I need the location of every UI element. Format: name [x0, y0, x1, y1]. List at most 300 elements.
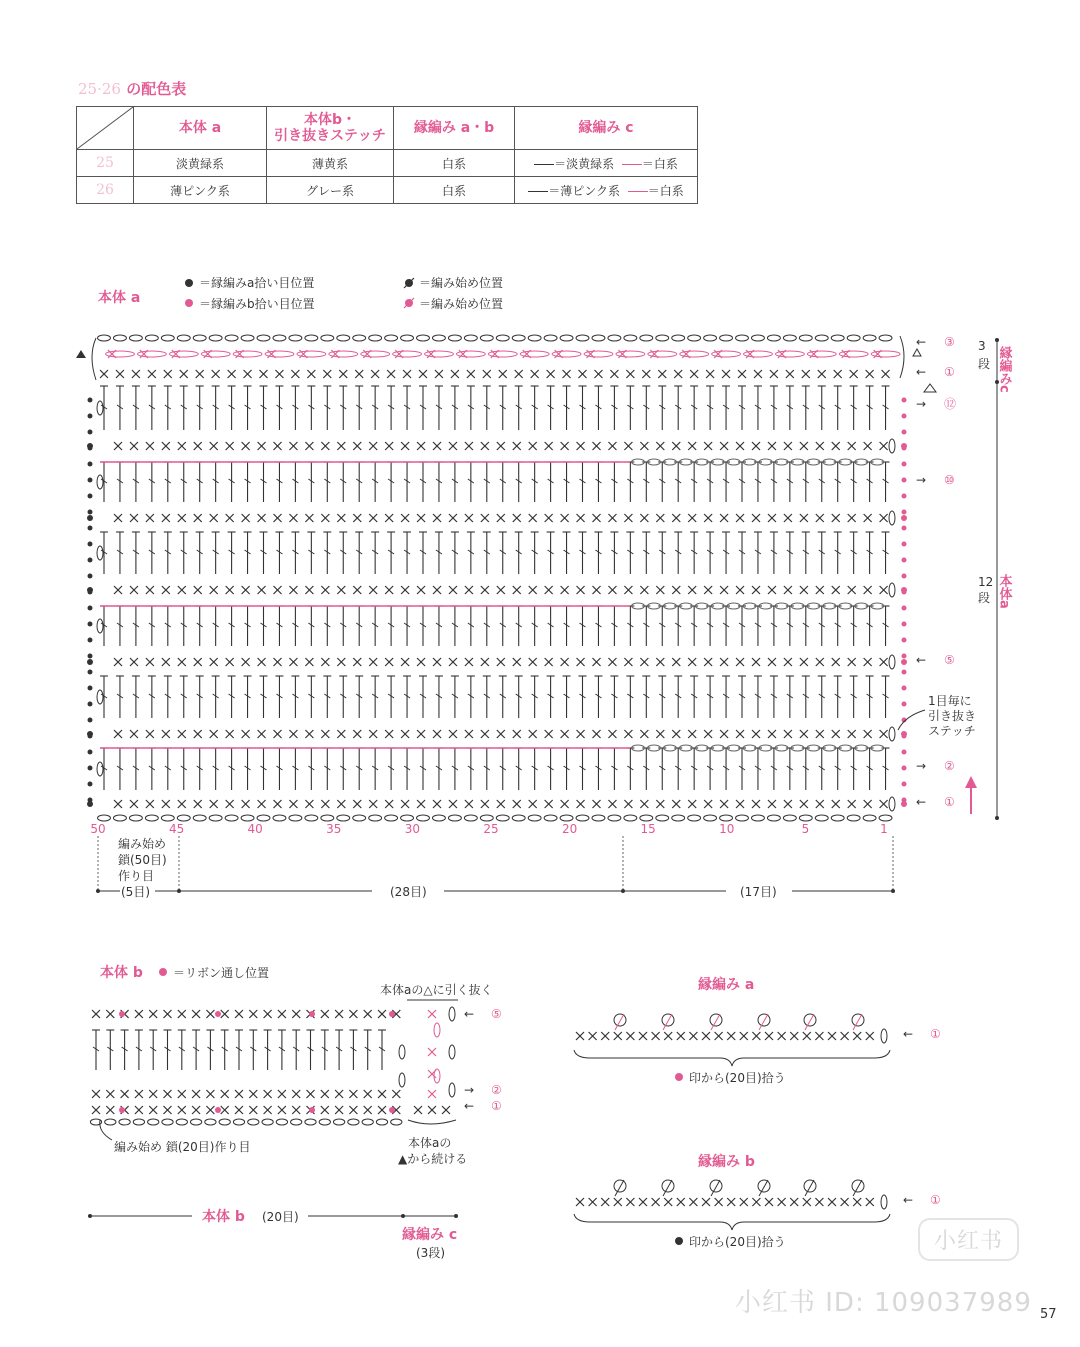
single-crochet-symbol	[513, 442, 521, 450]
chain-symbol	[233, 351, 262, 357]
single-crochet-symbol	[513, 800, 521, 808]
single-crochet-symbol	[608, 442, 616, 450]
single-crochet-symbol	[130, 658, 138, 666]
single-crochet-symbol	[882, 370, 890, 378]
single-crochet-symbol	[704, 442, 712, 450]
double-crochet-symbol	[164, 386, 172, 430]
double-crochet-symbol	[451, 386, 459, 430]
continue-line-2: ▲から続ける	[398, 1152, 468, 1166]
single-crochet-symbol	[321, 586, 329, 594]
chain-symbol	[161, 335, 174, 341]
chain-symbol	[273, 815, 286, 821]
single-crochet-symbol	[349, 1106, 357, 1114]
single-crochet-symbol	[353, 800, 361, 808]
pickup-dot-pink	[902, 750, 907, 755]
turning-chain-symbol	[449, 1007, 455, 1021]
single-crochet-symbol	[244, 370, 252, 378]
chain-symbol	[219, 1119, 230, 1125]
single-crochet-symbol	[335, 1010, 343, 1018]
single-crochet-symbol	[321, 442, 329, 450]
double-crochet-symbol	[260, 386, 268, 430]
main-b-c-count: (3段)	[416, 1246, 445, 1260]
double-crochet-symbol	[260, 676, 268, 718]
svg-text:←: ←	[903, 1027, 914, 1041]
single-crochet-symbol	[403, 370, 411, 378]
double-crochet-symbol	[339, 462, 347, 502]
pickup-dot	[88, 526, 93, 531]
single-crochet-symbol	[278, 1106, 286, 1114]
double-crochet-symbol	[738, 748, 746, 790]
single-crochet-symbol	[547, 370, 555, 378]
chain-symbol	[137, 351, 166, 357]
turning-chain-symbol	[97, 690, 103, 704]
double-crochet-symbol	[706, 462, 714, 502]
single-crochet-symbol	[727, 1032, 735, 1040]
pickup-dot-pink	[902, 510, 907, 515]
picot-symbol	[662, 1180, 674, 1196]
double-crochet-symbol	[135, 1030, 143, 1070]
double-crochet-symbol	[323, 748, 331, 790]
single-crochet-symbol	[576, 1032, 584, 1040]
single-crochet-symbol	[274, 800, 282, 808]
single-crochet-symbol	[321, 800, 329, 808]
double-crochet-symbol	[291, 386, 299, 430]
single-crochet-symbol	[242, 442, 250, 450]
double-crochet-symbol	[339, 386, 347, 430]
single-crochet-symbol	[401, 514, 409, 522]
chain-symbol	[319, 1119, 330, 1125]
single-crochet-symbol	[688, 658, 696, 666]
single-crochet-symbol	[790, 1032, 798, 1040]
double-crochet-symbol	[882, 532, 890, 574]
single-crochet-symbol	[866, 1198, 874, 1206]
double-crochet-symbol	[626, 606, 634, 646]
double-crochet-symbol	[278, 1030, 286, 1070]
pickup-dot-pink	[902, 558, 907, 563]
single-crochet-symbol	[778, 1032, 786, 1040]
single-crochet-symbol	[210, 800, 218, 808]
double-crochet-symbol	[594, 462, 602, 502]
double-crochet-symbol	[371, 748, 379, 790]
single-crochet-symbol	[371, 370, 379, 378]
double-crochet-symbol	[260, 606, 268, 646]
double-crochet-symbol	[834, 532, 842, 574]
double-crochet-symbol	[483, 386, 491, 430]
ribbon-dot	[119, 1011, 125, 1017]
double-crochet-symbol	[658, 606, 666, 646]
single-crochet-symbol	[192, 1106, 200, 1114]
single-crochet-symbol	[378, 1090, 386, 1098]
double-crochet-symbol	[116, 606, 124, 646]
single-crochet-symbol	[114, 658, 122, 666]
single-crochet-symbol	[401, 800, 409, 808]
chain-symbol	[361, 351, 390, 357]
single-crochet-symbol	[264, 1010, 272, 1018]
single-crochet-symbol	[100, 370, 108, 378]
double-crochet-symbol	[244, 462, 252, 502]
double-crochet-symbol	[355, 748, 363, 790]
chain-symbol	[815, 335, 828, 341]
single-crochet-symbol	[704, 730, 712, 738]
double-crochet-symbol	[579, 606, 587, 646]
chain-symbol	[201, 351, 230, 357]
double-crochet-symbol	[786, 748, 794, 790]
x-tick-label: 50	[90, 822, 106, 836]
single-crochet-symbol	[656, 442, 664, 450]
single-crochet-symbol	[465, 658, 473, 666]
double-crochet-symbol	[355, 532, 363, 574]
chain-symbol	[672, 815, 685, 821]
single-crochet-symbol	[768, 442, 776, 450]
double-crochet-symbol	[754, 676, 762, 718]
single-crochet-symbol	[481, 586, 489, 594]
double-crochet-symbol	[355, 606, 363, 646]
turning-chain-symbol	[434, 1069, 440, 1083]
double-crochet-symbol	[738, 386, 746, 430]
single-crochet-symbol	[146, 730, 154, 738]
single-crochet-symbol	[727, 1198, 735, 1206]
single-crochet-symbol	[736, 442, 744, 450]
double-crochet-symbol	[690, 748, 698, 790]
single-crochet-symbol	[816, 514, 824, 522]
double-crochet-symbol	[499, 462, 507, 502]
single-crochet-symbol	[848, 658, 856, 666]
double-crochet-symbol	[148, 386, 156, 430]
edge-b-title: 縁編み b	[698, 1154, 755, 1170]
single-crochet-symbol	[242, 514, 250, 522]
single-crochet-symbol	[305, 442, 313, 450]
pickup-dot-pink	[902, 638, 907, 643]
chain-symbol	[464, 815, 477, 821]
double-crochet-symbol	[515, 462, 523, 502]
double-crochet-symbol	[323, 386, 331, 430]
single-crochet-symbol	[640, 658, 648, 666]
x-tick-label: 40	[247, 822, 263, 836]
single-crochet-symbol	[736, 730, 744, 738]
svg-text:→: →	[916, 473, 927, 487]
double-crochet-symbol	[802, 386, 810, 430]
double-crochet-symbol	[515, 386, 523, 430]
single-crochet-symbol	[449, 514, 457, 522]
single-crochet-symbol	[672, 586, 680, 594]
picot-symbol	[804, 1180, 816, 1196]
single-crochet-symbol	[688, 442, 696, 450]
single-crochet-symbol	[688, 800, 696, 808]
double-crochet-symbol	[387, 676, 395, 718]
single-crochet-symbol	[289, 658, 297, 666]
single-crochet-symbol	[672, 800, 680, 808]
pickup-dot	[88, 414, 93, 419]
double-crochet-symbol	[467, 532, 475, 574]
double-crochet-symbol	[403, 386, 411, 430]
single-crochet-symbol	[848, 800, 856, 808]
single-crochet-symbol	[417, 514, 425, 522]
pickup-dot-pink	[901, 659, 907, 665]
single-crochet-symbol	[688, 730, 696, 738]
double-crochet-symbol	[770, 606, 778, 646]
double-crochet-symbol	[164, 462, 172, 502]
double-crochet-symbol	[594, 386, 602, 430]
double-crochet-symbol	[563, 748, 571, 790]
single-crochet-symbol	[235, 1010, 243, 1018]
single-crochet-symbol	[264, 1106, 272, 1114]
edge-c-color-1: ＝淡黄緑系	[554, 156, 615, 171]
double-crochet-symbol	[291, 606, 299, 646]
double-crochet-symbol	[419, 748, 427, 790]
legend-start-dark-text: ＝編み始め位置	[419, 276, 504, 290]
double-crochet-symbol	[419, 676, 427, 718]
chain-symbol	[576, 335, 589, 341]
single-crochet-symbol	[770, 370, 778, 378]
single-crochet-symbol	[880, 800, 888, 808]
single-crochet-symbol	[275, 370, 283, 378]
cell-edge-ab: 白系	[394, 177, 515, 204]
single-crochet-symbol	[688, 514, 696, 522]
double-crochet-symbol	[403, 676, 411, 718]
single-crochet-symbol	[790, 1198, 798, 1206]
single-crochet-symbol	[305, 800, 313, 808]
single-crochet-symbol	[677, 1032, 685, 1040]
single-crochet-symbol	[387, 370, 395, 378]
chain-symbol	[736, 815, 749, 821]
single-crochet-symbol	[305, 586, 313, 594]
double-crochet-symbol	[690, 606, 698, 646]
single-crochet-symbol	[800, 442, 808, 450]
double-crochet-symbol	[579, 676, 587, 718]
picot-symbol	[804, 1014, 816, 1030]
ribbon-dot	[215, 1107, 221, 1113]
single-crochet-symbol	[688, 586, 696, 594]
double-crochet-symbol	[196, 386, 204, 430]
single-crochet-symbol	[194, 800, 202, 808]
double-crochet-symbol	[355, 462, 363, 502]
double-crochet-symbol	[722, 748, 730, 790]
single-crochet-symbol	[561, 442, 569, 450]
chain-symbol	[704, 335, 717, 341]
double-crochet-symbol	[100, 462, 108, 502]
chain-symbol	[616, 351, 645, 357]
pickup-dot-pink	[902, 670, 907, 675]
double-crochet-symbol	[531, 748, 539, 790]
double-crochet-symbol	[323, 462, 331, 502]
single-crochet-symbol	[378, 1106, 386, 1114]
double-crochet-symbol	[642, 748, 650, 790]
double-crochet-symbol	[515, 676, 523, 718]
single-crochet-symbol	[221, 1106, 229, 1114]
single-crochet-symbol	[841, 1198, 849, 1206]
double-crochet-symbol	[451, 748, 459, 790]
turning-chain-symbol	[399, 1045, 405, 1059]
single-crochet-symbol	[130, 800, 138, 808]
double-crochet-symbol	[180, 462, 188, 502]
double-crochet-symbol	[818, 748, 826, 790]
chain-symbol	[148, 1119, 159, 1125]
double-crochet-symbol	[531, 532, 539, 574]
pickup-dot	[88, 766, 93, 771]
single-crochet-symbol	[815, 1032, 823, 1040]
single-crochet-symbol	[720, 658, 728, 666]
single-crochet-symbol	[206, 1090, 214, 1098]
double-crochet-symbol	[722, 532, 730, 574]
chain-symbol	[799, 335, 812, 341]
single-crochet-symbol	[720, 800, 728, 808]
double-crochet-symbol	[164, 748, 172, 790]
chain-symbol	[704, 815, 717, 821]
single-crochet-symbol	[720, 514, 728, 522]
edge-a-title: 縁編み a	[698, 977, 755, 993]
single-crochet-symbol	[364, 1010, 372, 1018]
pickup-dot-pink	[902, 734, 907, 739]
single-crochet-symbol	[192, 1010, 200, 1018]
single-crochet-symbol	[864, 586, 872, 594]
double-crochet-symbol	[264, 1030, 272, 1070]
double-crochet-symbol	[148, 606, 156, 646]
single-crochet-symbol	[577, 730, 585, 738]
double-crochet-symbol	[180, 676, 188, 718]
double-crochet-symbol	[307, 606, 315, 646]
single-crochet-symbol	[235, 1090, 243, 1098]
chain-symbol	[265, 351, 294, 357]
turning-chain-symbol	[97, 546, 103, 560]
chain-symbol	[133, 1119, 144, 1125]
cell-edge-ab: 白系	[394, 150, 515, 177]
turning-chain-symbol	[889, 439, 895, 453]
double-crochet-symbol	[228, 386, 236, 430]
single-crochet-symbol	[353, 730, 361, 738]
note-line-3: ステッチ	[928, 724, 976, 738]
single-crochet-symbol	[786, 370, 794, 378]
double-crochet-symbol	[642, 606, 650, 646]
edge-b-chart	[576, 1180, 887, 1209]
double-crochet-symbol	[531, 462, 539, 502]
chain-symbol	[584, 351, 613, 357]
single-crochet-symbol	[702, 1198, 710, 1206]
single-crochet-symbol	[289, 514, 297, 522]
chain-symbol	[348, 1119, 359, 1125]
double-crochet-symbol	[116, 386, 124, 430]
cell-main-a: 薄ピンク系	[134, 177, 267, 204]
single-crochet-symbol	[212, 370, 220, 378]
single-crochet-symbol	[866, 370, 874, 378]
chain-symbol	[113, 815, 126, 821]
single-crochet-symbol	[624, 442, 632, 450]
double-crochet-symbol	[786, 532, 794, 574]
chain-symbol	[321, 815, 334, 821]
chain-symbol	[775, 351, 804, 357]
chain-symbol	[119, 1119, 130, 1125]
double-crochet-symbol	[882, 462, 890, 502]
single-crochet-symbol	[228, 370, 236, 378]
b-row-marker: ⑤	[491, 1007, 502, 1021]
single-crochet-symbol	[162, 586, 170, 594]
pickup-dot-pink	[902, 494, 907, 499]
pickup-dot-pink	[902, 622, 907, 627]
single-crochet-symbol	[278, 1090, 286, 1098]
double-crochet-symbol	[164, 606, 172, 646]
start-note-1: 編み始め	[118, 837, 167, 851]
single-crochet-symbol	[337, 658, 345, 666]
double-crochet-symbol	[355, 676, 363, 718]
single-crochet-symbol	[689, 1198, 697, 1206]
chain-symbol	[193, 335, 206, 341]
chain-symbol	[672, 335, 685, 341]
chain-symbol	[248, 1119, 259, 1125]
chain-symbol	[592, 335, 605, 341]
single-crochet-symbol	[369, 586, 377, 594]
single-crochet-symbol	[864, 514, 872, 522]
double-crochet-symbol	[802, 606, 810, 646]
single-crochet-symbol	[226, 730, 234, 738]
side-a-unit: 段	[978, 591, 991, 605]
double-crochet-symbol	[164, 676, 172, 718]
single-crochet-symbol	[816, 442, 824, 450]
single-crochet-symbol	[689, 1032, 697, 1040]
double-crochet-symbol	[770, 676, 778, 718]
double-crochet-symbol	[642, 462, 650, 502]
double-crochet-symbol	[180, 532, 188, 574]
pickup-dot	[88, 542, 93, 547]
turning-chain-symbol	[889, 511, 895, 525]
pickup-dot	[88, 702, 93, 707]
chain-symbol	[241, 815, 254, 821]
double-crochet-symbol	[610, 386, 618, 430]
double-crochet-symbol	[291, 748, 299, 790]
single-crochet-symbol	[414, 1106, 422, 1114]
single-crochet-symbol	[417, 586, 425, 594]
single-crochet-symbol	[162, 800, 170, 808]
single-crochet-symbol	[146, 586, 154, 594]
single-crochet-symbol	[465, 800, 473, 808]
single-crochet-symbol	[194, 658, 202, 666]
single-crochet-symbol	[292, 1106, 300, 1114]
single-crochet-symbol	[385, 442, 393, 450]
double-crochet-symbol	[403, 462, 411, 502]
single-crochet-symbol	[433, 730, 441, 738]
chain-symbol	[276, 1119, 287, 1125]
turning-chain-symbol	[97, 762, 103, 776]
single-crochet-symbol	[740, 1198, 748, 1206]
double-crochet-symbol	[192, 1030, 200, 1070]
main-b-c-label: 縁編み c	[402, 1227, 458, 1243]
double-crochet-symbol	[850, 386, 858, 430]
svg-text:←: ←	[916, 365, 927, 379]
double-crochet-symbol	[387, 462, 395, 502]
single-crochet-symbol	[864, 730, 872, 738]
single-crochet-symbol	[385, 514, 393, 522]
double-crochet-symbol	[419, 462, 427, 502]
chain-symbol	[448, 815, 461, 821]
double-crochet-symbol	[674, 606, 682, 646]
ribbon-legend-dot	[159, 968, 167, 976]
chain-symbol	[333, 1119, 344, 1125]
pickup-dot-pink	[902, 654, 907, 659]
double-crochet-symbol	[834, 748, 842, 790]
chain-symbol	[161, 815, 174, 821]
single-crochet-symbol	[608, 658, 616, 666]
single-crochet-symbol	[529, 800, 537, 808]
edge-b-note: 印から(20目)拾う	[689, 1235, 786, 1249]
double-crochet-symbol	[754, 748, 762, 790]
chain-symbol	[353, 335, 366, 341]
double-crochet-symbol	[180, 606, 188, 646]
double-crochet-symbol	[690, 676, 698, 718]
edge-a-chart	[576, 1014, 887, 1043]
chain-symbol	[417, 335, 430, 341]
chain-symbol	[289, 335, 302, 341]
single-crochet-symbol	[768, 514, 776, 522]
chain-symbol	[385, 335, 398, 341]
chain-symbol	[177, 335, 190, 341]
